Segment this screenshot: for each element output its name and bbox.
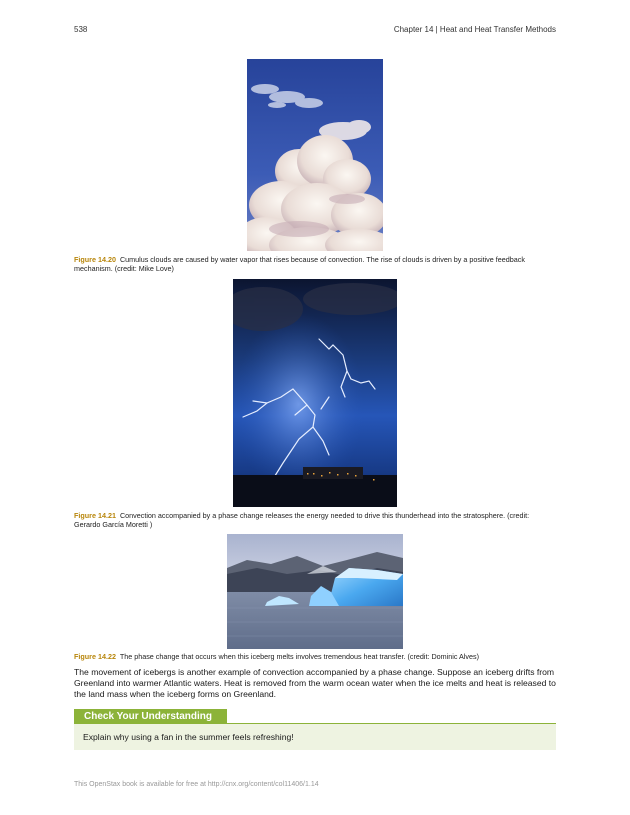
page-footer: This OpenStax book is available for free at http://cnx.org/content/col11406/1.14 [74, 781, 319, 788]
figure-label: Figure 14.22 [74, 652, 116, 661]
caption-text: Convection accompanied by a phase change releases the energy needed to drive this thunderhead into the stratosphere. (credit: Gerardo García Moretti ) [74, 511, 530, 529]
caption-text: The phase change that occurs when this iceberg melts involves tremendous heat transfer. (credit: Dominic Alves) [119, 652, 479, 661]
figure-14-22-caption [74, 652, 554, 661]
lightning-thunderhead-photo [233, 279, 397, 507]
check-understanding-box [74, 724, 556, 750]
body-paragraph: The movement of icebergs is another example of convection accompanied by a phase change. Suppose an iceberg drifts from Greenland into warmer Atlantic waters. Heat is removed from the warm ocean water when the ice melts and heat is released to the land mass when the iceberg forms on Greenland. [74, 667, 556, 699]
iceberg-photo [227, 534, 403, 649]
cumulus-clouds-photo [247, 59, 383, 251]
figure-label: Figure 14.20 [74, 255, 116, 264]
check-understanding-question: Explain why using a fan in the summer feels refreshing! [83, 732, 294, 742]
figure-14-20-caption [74, 255, 554, 273]
figure-14-21-caption [74, 511, 554, 529]
page-number: 538 [74, 25, 88, 34]
check-understanding-header [74, 709, 556, 724]
figure-label: Figure 14.21 [74, 511, 116, 520]
chapter-title: Chapter 14 | Heat and Heat Transfer Methods [393, 25, 556, 34]
check-understanding-title: Check Your Understanding [74, 709, 227, 723]
caption-text: Cumulus clouds are caused by water vapor that rises because of convection. The rise of clouds is driven by a positive feedback mechanism. (credit: Mike Love) [74, 255, 525, 273]
